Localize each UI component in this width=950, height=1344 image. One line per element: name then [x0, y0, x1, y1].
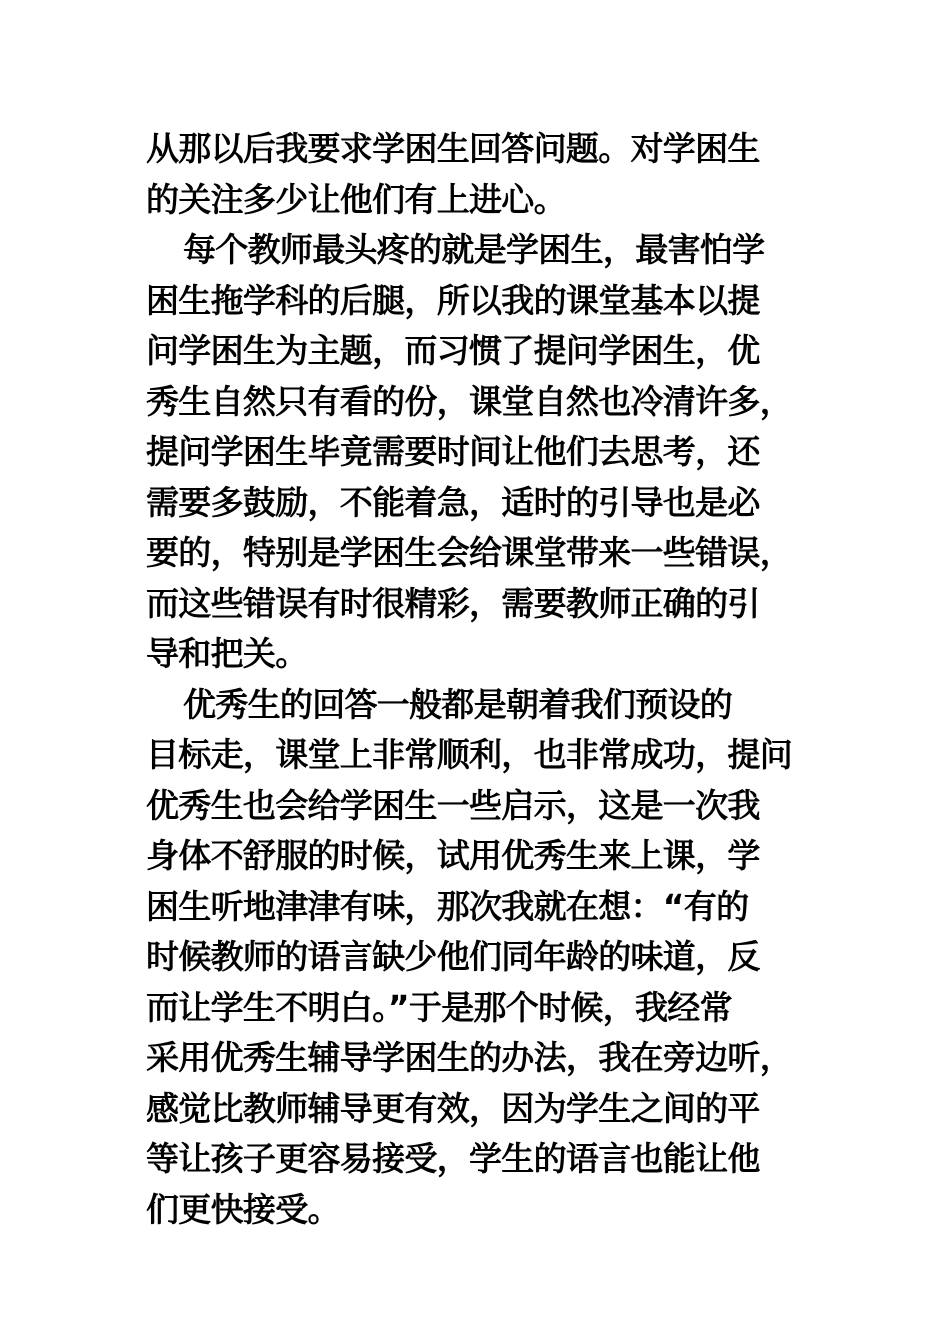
text-line: 等让孩子更容易接受，学生的语言也能让他 [146, 1139, 760, 1178]
body-text [146, 124, 846, 1235]
text-line: 的关注多少让他们有上进心。 [146, 179, 566, 219]
text-line: 而让学生不明白。”于是那个时候，我经常 [146, 987, 732, 1027]
text-line: 提问学困生毕竟需要时间让他们去思考，还 [146, 432, 760, 471]
text-line: 问学困生为主题，而习惯了提问学困生，优 [146, 331, 760, 370]
text-line: 感觉比教师辅导更有效，因为学生之间的平 [146, 1088, 760, 1128]
text-line: 身体不舒服的时候，试用优秀生来上课，学 [146, 836, 760, 875]
text-line: 困生听地津津有味，那次我就在想：“有的 [146, 886, 749, 926]
paragraph-start-line: 每个教师最头疼的就是学困生，最害怕学 [183, 230, 765, 269]
text-line: 目标走，课堂上非常顺利，也非常成功，提问 [146, 735, 793, 774]
text-line: 需要多鼓励，不能着急，适时的引导也是必 [146, 482, 760, 522]
text-line: 导和把关。 [146, 634, 308, 673]
text-line: 而这些错误有时很精彩，需要教师正确的引 [146, 583, 760, 623]
text-line: 困生拖学科的后腿，所以我的课堂基本以提 [146, 280, 760, 320]
text-line: 秀生自然只有看的份，课堂自然也冷清许多， [146, 381, 793, 421]
text-line: 优秀生也会给学困生一些启示，这是一次我 [146, 785, 760, 825]
text-line: 要的，特别是学困生会给课堂带来一些错误， [146, 533, 793, 572]
text-line: 采用优秀生辅导学困生的办法，我在旁边听， [146, 1038, 793, 1077]
text-line: 时候教师的语言缺少他们同年龄的味道，反 [146, 937, 760, 976]
paragraph-start-line: 优秀生的回答一般都是朝着我们预设的 [183, 684, 733, 724]
text-line: 们更快接受。 [146, 1189, 340, 1229]
text-line: 从那以后我要求学困生回答问题。对学困生 [146, 129, 760, 168]
